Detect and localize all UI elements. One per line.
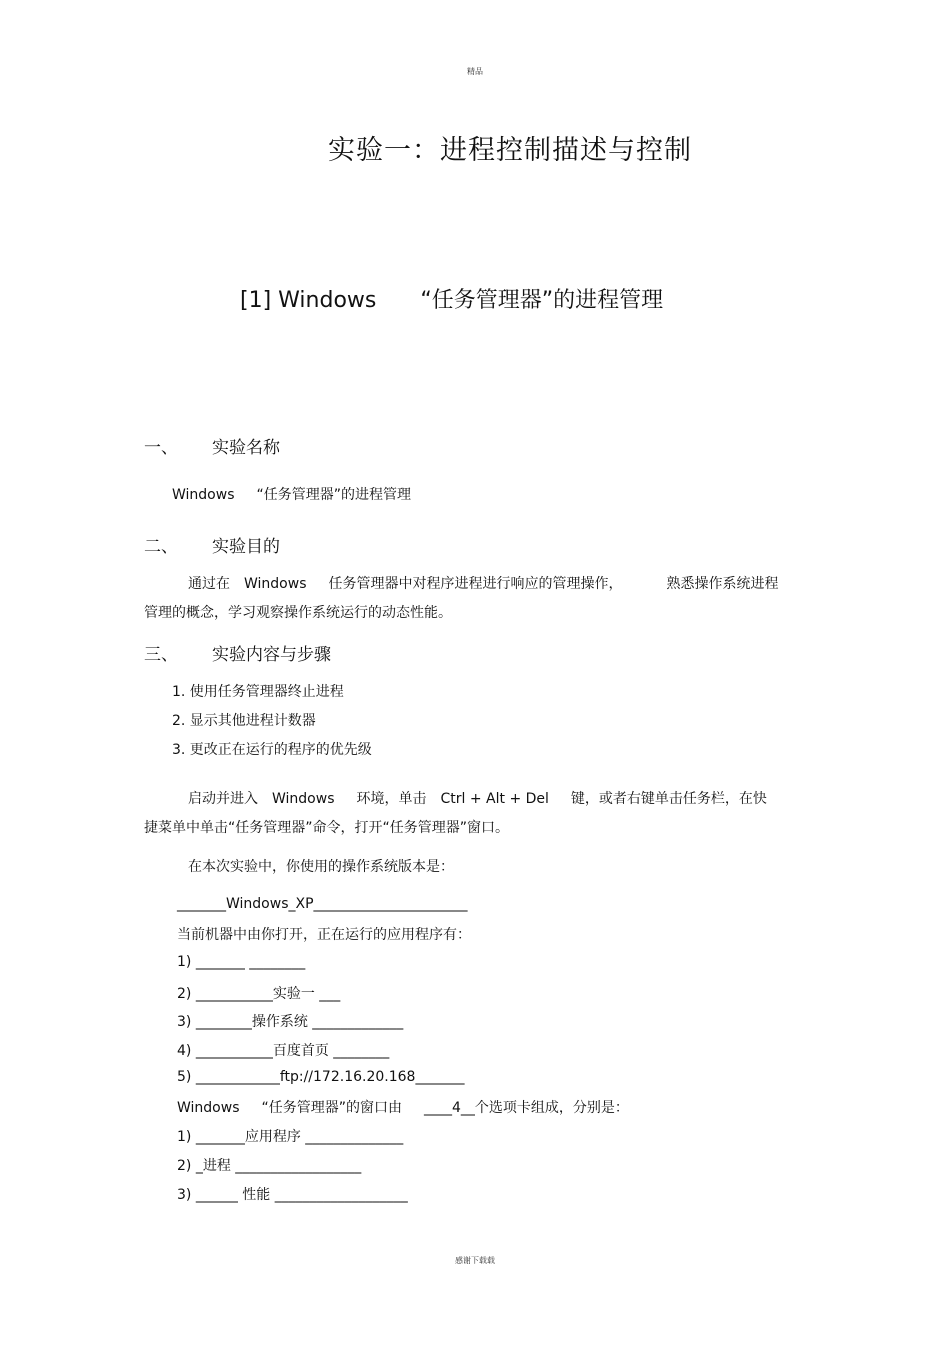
tab-item: 2) _进程 __________________ bbox=[177, 1158, 362, 1174]
apps-question: 当前机器中由你打开，正在运行的应用程序有： bbox=[177, 927, 471, 943]
tab-item: 1) _______应用程序 ______________ bbox=[177, 1129, 404, 1145]
step-item: 3. 更改正在运行的程序的优先级 bbox=[172, 742, 372, 758]
header-watermark: 精品 bbox=[467, 67, 483, 76]
text-run: 键，或者右键单击任务栏，在快 bbox=[570, 791, 767, 807]
text-run: 启动并进入 bbox=[188, 791, 258, 807]
os-question: 在本次实验中，你使用的操作系统版本是： bbox=[188, 859, 454, 875]
step-item: 2. 显示其他进程计数器 bbox=[172, 713, 316, 729]
section-heading-2 bbox=[144, 532, 280, 557]
tabs-question bbox=[177, 1097, 629, 1117]
section-title: 实验目的 bbox=[212, 537, 280, 557]
section-title: 实验内容与步骤 bbox=[212, 645, 331, 665]
subtitle-prefix: [1] Windows bbox=[240, 288, 377, 313]
section-number: 二、 bbox=[144, 537, 178, 557]
text-run: 通过在 bbox=[188, 576, 230, 592]
text-run: 任务管理器中对程序进程进行响应的管理操作， bbox=[328, 576, 623, 592]
app-item: 3) ________操作系统 _____________ bbox=[177, 1014, 404, 1030]
footer-watermark: 感谢下载载 bbox=[455, 1256, 495, 1265]
experiment-name-text bbox=[172, 484, 411, 504]
app-item: 2) ___________实验一 ___ bbox=[177, 986, 341, 1002]
page-subtitle bbox=[240, 283, 663, 314]
text-run: Windows bbox=[177, 1100, 240, 1116]
text-run: 熟悉操作系统进程 bbox=[666, 576, 779, 592]
page-title: 实验一：进程控制描述与控制 bbox=[328, 135, 692, 166]
app-item: 1) _______ ________ bbox=[177, 954, 306, 970]
app-item: 5) ____________ftp://172.16.20.168_______ bbox=[177, 1069, 465, 1085]
purpose-line-1 bbox=[188, 573, 779, 593]
step-item: 1. 使用任务管理器终止进程 bbox=[172, 684, 344, 700]
intro-line-2: 捷菜单中单击“任务管理器”命令，打开“任务管理器”窗口。 bbox=[144, 820, 510, 836]
tab-item: 3) ______ 性能 ___________________ bbox=[177, 1187, 408, 1203]
text-run: Ctrl + Alt + Del bbox=[440, 791, 549, 807]
text-run: “任务管理器”的窗口由 bbox=[261, 1100, 403, 1116]
text-run: Windows bbox=[244, 576, 307, 592]
section-number: 一、 bbox=[144, 438, 178, 458]
section-heading-1 bbox=[144, 433, 280, 458]
section-heading-3 bbox=[144, 640, 331, 665]
text-run: Windows bbox=[172, 487, 235, 503]
section-number: 三、 bbox=[144, 645, 178, 665]
text-run: 环境，单击 bbox=[356, 791, 427, 807]
text-run: ____4__个选项卡组成，分别是： bbox=[424, 1100, 629, 1116]
text-run: “任务管理器”的进程管理 bbox=[256, 487, 412, 503]
purpose-line-2: 管理的概念，学习观察操作系统运行的动态性能。 bbox=[144, 605, 452, 621]
section-title: 实验名称 bbox=[212, 438, 280, 458]
text-run: Windows bbox=[272, 791, 335, 807]
app-item: 4) ___________百度首页 ________ bbox=[177, 1043, 390, 1059]
intro-line-1 bbox=[188, 788, 767, 808]
os-answer: _______Windows_XP______________________ bbox=[177, 896, 468, 912]
subtitle-suffix: “任务管理器”的进程管理 bbox=[420, 288, 664, 313]
